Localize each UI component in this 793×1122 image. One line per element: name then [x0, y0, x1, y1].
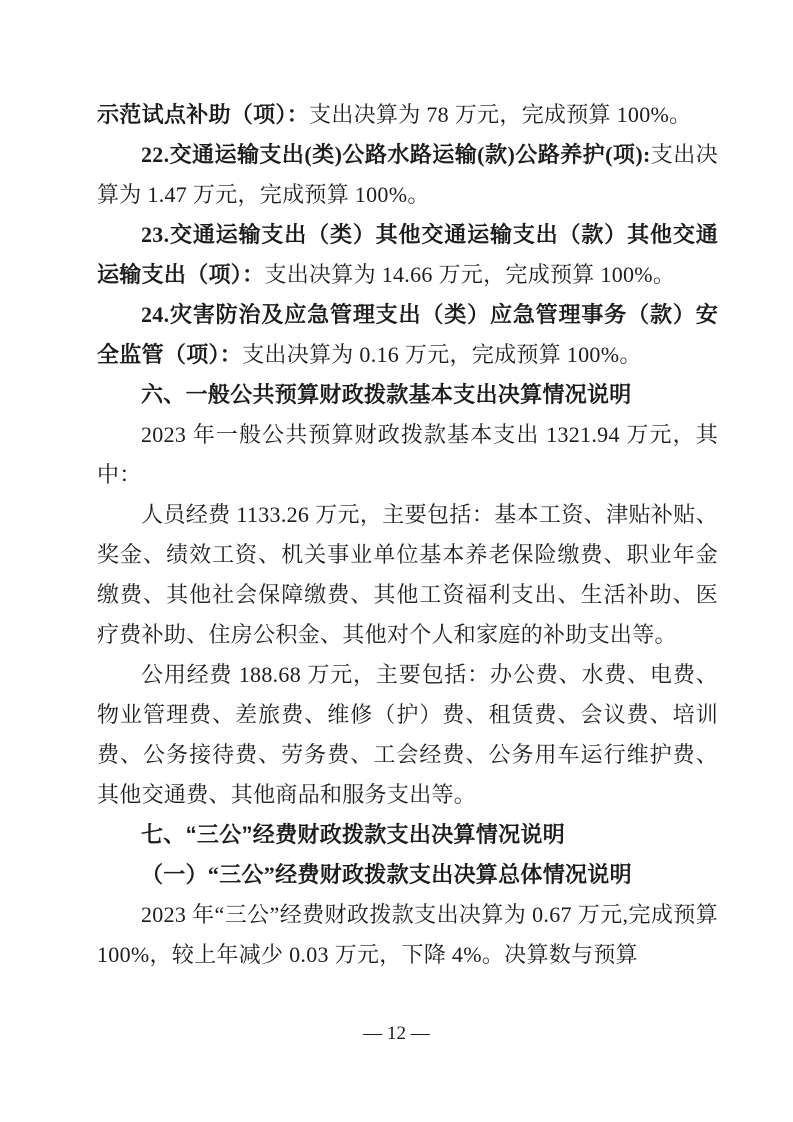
paragraph [97, 895, 718, 975]
bold-text-run: （一）“三公”经费财政拨款支出决算总体情况说明 [141, 862, 632, 887]
bold-text-run: 24.灾害防治及应急管理支出（类）应急管理事务（款）安全监管（项）： [97, 302, 718, 367]
text-run: 支出决算为 0.16 万元，完成预算 100%。 [242, 342, 642, 367]
paragraph [97, 135, 718, 215]
text-run: 2023 年“三公”经费财政拨款支出决算为 0.67 万元,完成预算 100%，较上年减少 0.03 万元，下降 4%。决算数与预算 [97, 902, 718, 967]
paragraph [97, 295, 718, 375]
paragraph [97, 215, 718, 295]
text-run: 人员经费 1133.26 万元，主要包括：基本工资、津贴补贴、奖金、绩效工资、机关事业单位基本养老保险缴费、职业年金缴费、其他社会保障缴费、其他工资福利支出、生活补助、医疗费补助、住房公积金、其他对个人和家庭的补助支出等。 [97, 502, 718, 647]
bold-text-run: 23.交通运输支出（类）其他交通运输支出（款）其他交通运输支出（项）： [97, 222, 718, 287]
text-run: 支出决算为 1.47 万元，完成预算 100%。 [97, 142, 719, 207]
section-heading [97, 375, 718, 415]
text-run: 2023 年一般公共预算财政拨款基本支出 1321.94 万元，其中： [97, 422, 718, 487]
document-body [97, 95, 718, 975]
paragraph [97, 495, 718, 655]
bold-text-run: 22.交通运输支出(类)公路水路运输(款)公路养护(项): [141, 142, 651, 167]
paragraph [97, 415, 718, 495]
section-heading [97, 815, 718, 855]
text-run: 支出决算为 78 万元，完成预算 100%。 [309, 102, 692, 127]
text-run: 公用经费 188.68 万元，主要包括：办公费、水费、电费、物业管理费、差旅费、维修（护）费、租赁费、会议费、培训费、公务接待费、劳务费、工会经费、公务用车运行维护费、其他交通费、其他商品和服务支出等。 [97, 662, 718, 807]
section-heading [97, 855, 718, 895]
paragraph [97, 655, 718, 815]
page-number: — 12 — [363, 1023, 430, 1044]
text-run: 支出决算为 14.66 万元，完成预算 100%。 [264, 262, 676, 287]
bold-text-run: 七、“三公”经费财政拨款支出决算情况说明 [141, 822, 566, 847]
bold-text-run: 六、一般公共预算财政拨款基本支出决算情况说明 [141, 382, 632, 407]
bold-text-run: 示范试点补助（项）： [97, 102, 310, 127]
paragraph [97, 95, 718, 135]
